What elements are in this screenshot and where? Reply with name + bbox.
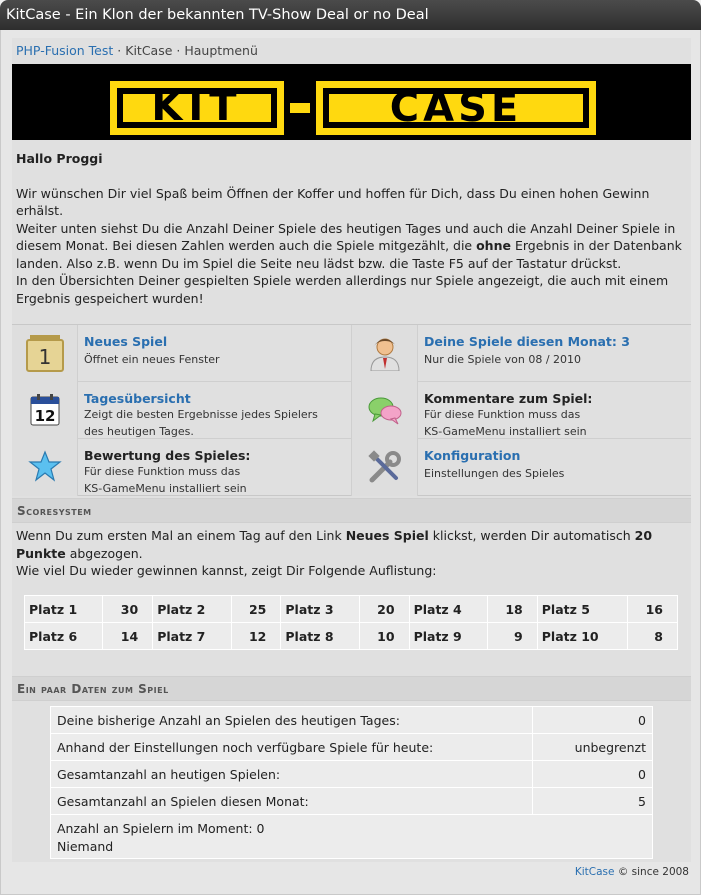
- menu-item-comments: [351, 382, 691, 439]
- config-link[interactable]: Konfiguration: [424, 448, 521, 463]
- new-game-link[interactable]: Neues Spiel: [84, 334, 168, 349]
- content-panel: [12, 38, 691, 862]
- table-cell: Platz 2: [153, 596, 231, 623]
- breadcrumb: [16, 43, 258, 58]
- table-cell: Platz 8: [281, 623, 359, 650]
- table-cell: 10: [359, 623, 409, 650]
- breadcrumb-page: Hauptmenü: [184, 43, 258, 58]
- menu-item-daily: [12, 382, 351, 439]
- table-cell: 16: [628, 596, 678, 623]
- table-row: [51, 815, 653, 859]
- table-row: [51, 761, 653, 788]
- menu-item-config: [351, 439, 691, 496]
- rating-desc: Für diese Funktion muss das KS-GameMenu installiert sein: [84, 465, 247, 495]
- rating-title: Bewertung des Spieles:: [84, 448, 251, 463]
- table-cell: 30: [103, 596, 153, 623]
- menu-item-my-games: [351, 325, 691, 382]
- window-title: KitCase - Ein Klon der bekannten TV-Show Deal or no Deal: [0, 0, 701, 30]
- kitcase-banner-logo: [12, 64, 691, 140]
- table-cell: 12: [231, 623, 281, 650]
- table-cell: 9: [487, 623, 537, 650]
- table-cell: Platz 6: [25, 623, 103, 650]
- table-cell: Platz 7: [153, 623, 231, 650]
- stat-value: unbegrenzt: [533, 734, 653, 761]
- menu-item-new-game: [12, 325, 351, 382]
- main-frame: [0, 30, 701, 895]
- table-cell: 8: [628, 623, 678, 650]
- comments-title: Kommentare zum Spiel:: [424, 391, 593, 406]
- footer-app-link[interactable]: KitCase: [574, 866, 615, 878]
- suitcase-icon: [25, 333, 65, 373]
- breadcrumb-sep: ·: [176, 43, 181, 58]
- stats-heading: Ein paar Daten zum Spiel: [12, 676, 691, 701]
- greeting: Hallo Proggi: [16, 151, 103, 166]
- stat-value: 0: [533, 707, 653, 734]
- intro-paragraph-2: Weiter unten siehst Du die Anzahl Deiner Spiele des heutigen Tages und auch die Anzahl Deiner Spiele in diesem Monat. Bei diesen Zahlen werden auch die Spiele mitgezählt, die ohne Ergebnis in der Datenbank landen. Also z.B. wenn Du im Spiel die Seite neu lädst bzw. die Taste F5 auf der Tastatur drückst.: [16, 220, 682, 271]
- breadcrumb-home-link[interactable]: PHP-Fusion Test: [16, 43, 114, 58]
- svg-text:12: 12: [34, 407, 56, 425]
- intro-paragraph-3: In den Übersichten Deiner gespielten Spiele werden allerdings nur Spiele angezeigt, die auch mit einem Ergebnis gespeichert wurden!: [16, 273, 669, 306]
- my-games-desc: Nur die Spiele von 08 / 2010: [424, 353, 582, 366]
- scoresystem-heading: Scoresystem: [12, 498, 691, 523]
- game-menu: [12, 324, 691, 496]
- players-cell: [51, 815, 653, 859]
- table-cell: Platz 4: [409, 596, 487, 623]
- intro-text: [16, 150, 684, 307]
- comments-desc: Für diese Funktion muss das KS-GameMenu installiert sein: [424, 408, 587, 438]
- table-cell: 14: [103, 623, 153, 650]
- table-row: [25, 623, 678, 650]
- table-cell: Platz 1: [25, 596, 103, 623]
- svg-text:1: 1: [38, 345, 52, 369]
- stat-label: Anhand der Einstellungen noch verfügbare Spiele für heute:: [51, 734, 533, 761]
- table-cell: Platz 5: [537, 596, 627, 623]
- footer-copyright: © since 2008: [617, 866, 689, 878]
- stat-label: Gesamtanzahl an heutigen Spielen:: [51, 761, 533, 788]
- scoresystem-text: Wenn Du zum ersten Mal an einem Tag auf den Link Neues Spiel klickst, werden Dir automatisch 20 Punkte abgezogen. Wie viel Du wieder gewinnen kannst, zeigt Dir Folgende Auflistung:: [16, 528, 653, 578]
- table-row: [51, 788, 653, 815]
- logo-kit-text: KIT: [151, 84, 243, 130]
- user-icon: [367, 335, 403, 371]
- players-count: Anzahl an Spielern im Moment: 0: [57, 820, 265, 836]
- score-table: [24, 595, 678, 650]
- my-games-link[interactable]: Deine Spiele diesen Monat: 3: [424, 334, 630, 349]
- menu-item-rating: [12, 439, 351, 496]
- config-desc: Einstellungen des Spieles: [424, 467, 565, 480]
- table-cell: Platz 9: [409, 623, 487, 650]
- table-row: [25, 596, 678, 623]
- case-logo-box: [316, 81, 596, 135]
- table-cell: 18: [487, 596, 537, 623]
- stat-label: Gesamtanzahl an Spielen diesen Monat:: [51, 788, 533, 815]
- star-icon: [28, 450, 62, 484]
- tools-icon: [368, 450, 402, 484]
- footer: [575, 866, 689, 878]
- new-game-desc: Öffnet ein neues Fenster: [84, 353, 220, 366]
- comments-icon: [367, 395, 403, 427]
- table-cell: 20: [359, 596, 409, 623]
- calendar-icon: [30, 394, 60, 426]
- logo-case-text: CASE: [389, 85, 523, 131]
- intro-paragraph-1: Wir wünschen Dir viel Spaß beim Öffnen der Koffer und hoffen für Dich, dass Du einen hohen Gewinn erhälst.: [16, 185, 650, 218]
- daily-desc: Zeigt die besten Ergebnisse jedes Spielers des heutigen Tages.: [84, 408, 318, 438]
- table-cell: Platz 3: [281, 596, 359, 623]
- stats-table: [50, 706, 653, 859]
- kit-logo-box: [110, 81, 284, 135]
- daily-overview-link[interactable]: Tagesübersicht: [84, 391, 191, 406]
- table-row: [51, 707, 653, 734]
- breadcrumb-app: KitCase: [125, 43, 173, 58]
- table-cell: Platz 10: [537, 623, 627, 650]
- table-row: [51, 734, 653, 761]
- table-cell: 25: [231, 596, 281, 623]
- players-names: Niemand: [57, 838, 114, 854]
- stat-value: 5: [533, 788, 653, 815]
- stat-value: 0: [533, 761, 653, 788]
- stat-label: Deine bisherige Anzahl an Spielen des heutigen Tages:: [51, 707, 533, 734]
- breadcrumb-sep: ·: [117, 43, 122, 58]
- logo-dash: [290, 103, 310, 113]
